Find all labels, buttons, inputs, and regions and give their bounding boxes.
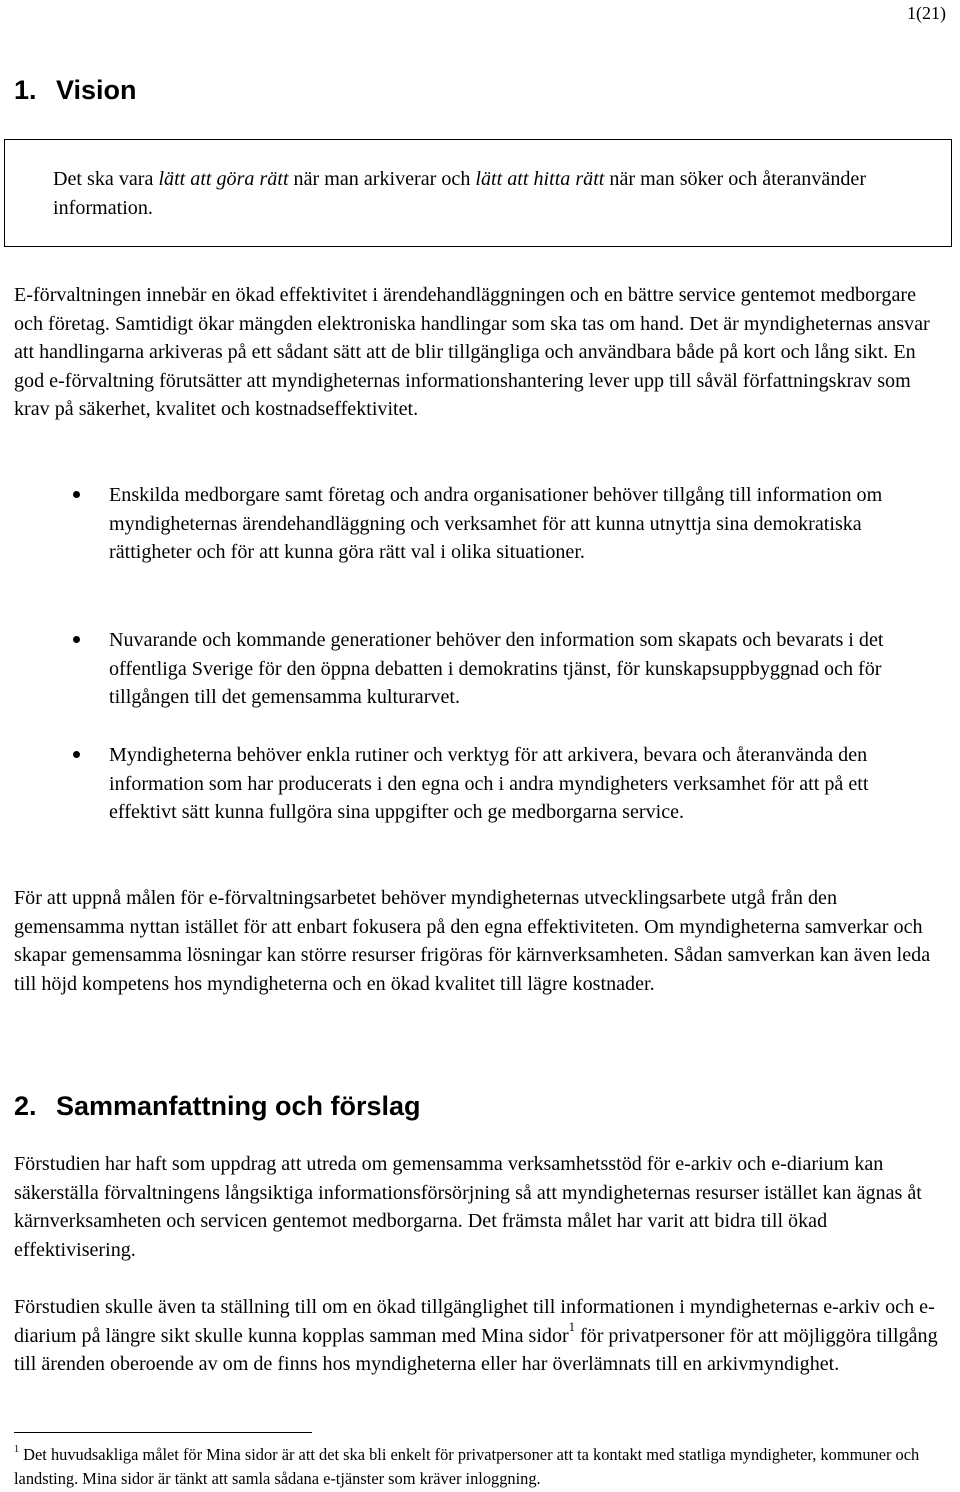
bullet-icon [73,636,80,643]
bullet-icon [73,491,80,498]
section-1-paragraph-1: E-förvaltningen innebär en ökad effektivitet i ärendehandläggningen och en bättre service gentemot medborgare och företag. Samtidigt ökar mängden elektroniska handlingar som ska tas om hand. Det är myndigheternas ansvar att handlingarna arkiveras på ett sådant sätt att de blir tillgängliga och användbara både på kort och lång sikt. En god e-förvaltning förutsätter att myndigheternas informationshantering lever upp till såväl författningskrav som krav på säkerhet, kvalitet och kostnadseffektivitet. [14,284,930,421]
vision-statement-box [4,139,952,247]
section-2-paragraph-2 [14,1293,950,1379]
footnote-marker: 1 [14,1443,20,1455]
vision-statement [53,165,951,222]
section-2-paragraph-1: Förstudien har haft som uppdrag att utreda om gemensamma verksamhetsstöd för e-arkiv och e-diarium kan säkerställa förvaltningens långsiktiga informationsförsörjning så att myndigheternas resurser istället kan ägnas åt kärnverksamheten och servicen gentemot medborgarna. Det främsta målet har varit att bidra till ökad effektivisering. [14,1153,922,1261]
section-2-title: Sammanfattning och förslag [56,1091,421,1121]
footnote-divider [14,1432,312,1433]
bullet-icon [73,751,80,758]
section-1-heading [14,74,137,106]
vision-emphasis-2: lätt att hitta rätt [475,168,605,190]
section-1-paragraph-2: För att uppnå målen för e-förvaltningsarbetet behöver myndigheternas utvecklingsarbete utgå från den gemensamma nyttan istället för att enbart fokusera på den egna effektiviteten. Om myndigheterna samverkar och skapar gemensamma lösningar kan större resurser frigöras för kärnverksamheten. Sådan samverkan kan även leda till höjd kompetens hos myndigheterna och en ökad kvalitet till lägre kostnader. [14,887,931,995]
page-number: 1(21) [907,3,946,23]
vision-emphasis-1: lätt att göra rätt [158,168,289,190]
footnote [14,1443,950,1490]
section-1-number: 1. [14,75,37,105]
section-2-heading [14,1090,421,1122]
list-item-text: Enskilda medborgare samt företag och andra organisationer behöver tillgång till information om myndigheternas ärendehandläggning och verksamhet för att kunna utnyttja sina demokratiska rättigheter och för att kunna göra rätt val i olika situationer. [109,484,883,564]
vision-text-part-3: när man söker och återanvänder information. [53,168,867,219]
section-2-paragraph-2-continuation: för privatpersoner för att möjliggöra tillgång till ärenden oberoende av om de finns hos myndigheterna eller har överlämnats till en arkivmyndighet. [14,1324,938,1376]
footnote-text: Det huvudsakliga målet för Mina sidor är att det ska bli enkelt för privatpersoner att ta kontakt med statliga myndigheter, kommuner och landsting. Mina sidor är tänkt att samla sådana e-tjänster som kräver inloggning. [14,1445,920,1488]
section-1-title: Vision [56,75,137,105]
vision-text-part-2: när man arkiverar och [288,168,476,190]
vision-text-part-1: Det ska vara [53,168,159,190]
section-2-number: 2. [14,1091,37,1121]
section-2-paragraph-2-text: Förstudien skulle även ta ställning till om en ökad tillgänglighet till informationen i myndigheternas e-arkiv och e-diarium på längre sikt skulle kunna kopplas samman med Mina sidor [14,1296,935,1347]
list-item-text: Nuvarande och kommande generationer behöver den information som skapats och bevarats i det offentliga Sverige för den öppna debatten i demokratins tjänst, för kunskapsuppbyggnad och för tillgången till det gemensamma kulturarvet. [109,629,884,709]
list-item-text: Myndigheterna behöver enkla rutiner och verktyg för att arkivera, bevara och återanvända den information som har producerats i den egna och i andra myndigheters verksamhet för att på ett effektivt sätt kunna fullgöra sina uppgifter och ge medborgarna service. [109,744,869,824]
footnote-reference[interactable]: 1 [568,1320,575,1335]
